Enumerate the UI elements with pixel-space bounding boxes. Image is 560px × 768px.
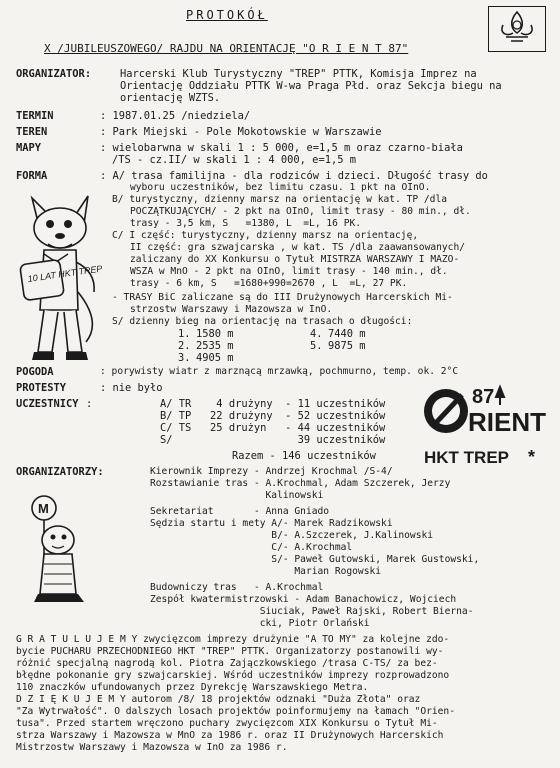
stamp-word: RIENT [468, 407, 546, 437]
mapy-label: MAPY [16, 142, 42, 154]
forma-line-1: : A/ trasa familijna - dla rodziców i dzieci. Długość trasy do [100, 170, 488, 182]
org-line-12: Siuciak, Paweł Rajski, Robert Bierna- [150, 606, 474, 617]
fox-mascot-icon [18, 192, 102, 368]
document-title: PROTOKÓŁ [186, 8, 268, 22]
org-line-6: B/- A.Szczerek, J.Kalinowski [150, 530, 434, 541]
org-line-8: S/- Paweł Gutowski, Marek Gustowski, [150, 554, 480, 565]
mapy-line-1: : wielobarwna w skali 1 : 5 000, e=1,5 m oraz czarno-biała [100, 142, 463, 154]
forma-line-4: POCZĄTKUJĄCYCH/ - 2 pkt na OInO, limit trasy - 80 min., dł. [130, 206, 471, 217]
scout-lily-icon [489, 7, 545, 51]
stamp-number: 87 [472, 386, 495, 408]
footer-line-2: bycie PUCHARU PRZECHODNIEGO HKT "TREP" PTTK. Organizatorzy postanowili wy- [16, 646, 444, 657]
mascot-sign-text: 10 LAT HKT TREP [27, 263, 102, 284]
run-2-number: 2. [178, 340, 191, 352]
footer-line-8: tusa". Przed startem wręczono puchary zwycięzcom XIX Konkursu o Tytuł Mi- [16, 718, 438, 729]
org-line-3: Kalinowski [150, 490, 324, 501]
footer-line-5: 110 znaczków ufundowanych przez Dyrekcję Warszawskiego Metra. [16, 682, 369, 693]
forma-line-8: zaliczany do XX Konkursu o Tytuł MISTRZA WARSZAWY I MAZO- [130, 254, 460, 265]
forma-line-9: WSZA w MnO - 2 pkt na OInO, limit trasy - 140 min., dł. [130, 266, 448, 277]
run-2-length: 2535 m [196, 340, 234, 352]
stamp-asterisk-icon: * [528, 447, 536, 467]
org-line-13: cki, Piotr Orlański [150, 618, 370, 629]
forma-line-10: trasy - 6 km, S =1680+990=2670 , L =L, 27 PK. [130, 278, 408, 289]
footer-line-3: różnić specjalną nagrodą kol. Piotra Zajączkowskiego /trasa C-TS/ za bez- [16, 658, 438, 669]
uczestnicy-colon: : [86, 398, 93, 410]
forma-label: FORMA [16, 170, 48, 182]
run-3-number: 3. [178, 352, 191, 364]
run-5-number: 5. [310, 340, 323, 352]
org-line-4: Sekretariat - Anna Gniado [150, 506, 330, 517]
metro-figure-icon [14, 494, 98, 606]
termin-label: TERMIN [16, 110, 54, 122]
uczestnicy-row-a: A/ TR 4 drużyny - 11 uczestników [160, 398, 386, 410]
org-line-11: Zespół kwatermistrzowski - Adam Banachowicz, Wojciech [150, 594, 457, 605]
rally-title: X /JUBILEUSZOWEGO/ RAJDU NA ORIENTACJĘ "O R I E N T 87" [44, 42, 409, 55]
uczestnicy-row-s: S/ 39 uczestników [160, 434, 386, 446]
organizator-line-2: Orientację Oddziału PTTK W-wa Praga Płd. oraz Sekcja biegu na [120, 80, 502, 92]
run-4-length: 7440 m [328, 328, 366, 340]
uczestnicy-row-c: C/ TS 25 drużyn - 44 uczestników [160, 422, 386, 434]
forma-line-13: S/ dzienny bieg na orientację na trasach o długości: [112, 316, 413, 327]
fox-mascot-illustration [18, 192, 102, 371]
organizator-line-1: Harcerski Klub Turystyczny "TREP" PTTK, Komisja Imprez na [120, 68, 477, 80]
org-line-1: Kierownik Imprezy - Andrzej Krochmal /S-4/ [150, 466, 393, 477]
run-1-number: 1. [178, 328, 191, 340]
pogoda-value: : porywisty wiatr z marznącą mrzawką, pochmurno, temp. ok. 2°C [100, 366, 459, 377]
forma-line-11: - TRASY BiC zaliczane są do III Drużynowych Harcerskich Mi- [112, 292, 453, 303]
organizator-label: ORGANIZATOR: [16, 68, 92, 80]
org-line-2: Rozstawianie tras - A.Krochmal, Adam Szczerek, Jerzy [150, 478, 451, 489]
footer-line-10: Mistrzostw Warszawy i Mazowsza w InO za 1986 r. [16, 742, 288, 753]
forma-line-7: II część: gra szwajcarska , w kat. TS /dla zaawansowanych/ [130, 242, 466, 253]
protesty-value: : nie było [100, 382, 163, 394]
run-3-length: 4905 m [196, 352, 234, 364]
footer-line-9: strza Warszawy i Mazowsza w MnO za 1986 r. oraz II Drużynowych Harcerskich [16, 730, 444, 741]
organizator-line-3: orientację WZTS. [120, 92, 221, 104]
pogoda-label: POGODA [16, 366, 54, 378]
forma-line-5: trasy - 3,5 km, S =1380, L =L, 16 PK. [130, 218, 362, 229]
metro-sign-letter: M [38, 501, 49, 516]
termin-value: : 1987.01.25 /niedziela/ [100, 110, 251, 122]
teren-value: : Park Miejski - Pole Mokotowskie w Warszawie [100, 126, 382, 138]
footer-line-6: D Z I Ę K U J E M Y autorom /8/ 18 projektów odznaki "Duża Złota" oraz [16, 694, 421, 705]
org-line-5: Sędzia startu i mety A/- Marek Radzikowski [150, 518, 393, 529]
run-5-length: 9875 m [328, 340, 366, 352]
uczestnicy-row-b: B/ TP 22 drużyny - 52 uczestników [160, 410, 386, 422]
teren-label: TEREN [16, 126, 48, 138]
stamp-club: HKT TREP [424, 448, 509, 467]
forma-line-3: B/ turystyczny, dzienny marsz na orientację w kat. TP /dla [112, 194, 448, 205]
uczestnicy-total: Razem - 146 uczestników [232, 450, 376, 462]
footer-line-1: G R A T U L U J E M Y zwycięzcom imprezy drużynie "A TO MY" za kolejne zdo- [16, 634, 450, 645]
forma-line-12: strzostw Warszawy i Mazowsza w InO. [130, 304, 333, 315]
orient-stamp-graphic [420, 383, 548, 469]
forma-line-2: wyboru uczestników, bez limitu czasu. 1 pkt na OInO. [130, 182, 431, 193]
org-line-10: Budowniczy tras - A.Krochmal [150, 582, 324, 593]
org-line-9: Marian Rogowski [150, 566, 382, 577]
footer-line-4: błędne pokonanie gry szwajcarskiej. Wśród uczestników imprezy rozprowadzono [16, 670, 450, 681]
mapy-line-2: /TS - cz.II/ w skali 1 : 4 000, e=1,5 m [112, 154, 356, 166]
uczestnicy-label: UCZESTNICY [16, 398, 79, 410]
scout-logo-box [488, 6, 546, 52]
orient-stamp [420, 383, 548, 469]
protesty-label: PROTESTY [16, 382, 67, 394]
run-4-number: 4. [310, 328, 323, 340]
run-1-length: 1580 m [196, 328, 234, 340]
footer-line-7: "Za Wytrwałość". O dalszych losach projektów poinformujemy na łamach "Orien- [16, 706, 455, 717]
metro-figure-illustration [14, 494, 98, 609]
org-line-7: C/- A.Krochmal [150, 542, 353, 553]
forma-line-6: C/ I część: turystyczny, dzienny marsz na orientację, [112, 230, 419, 241]
organizatorzy-label: ORGANIZATORZY: [16, 466, 104, 478]
